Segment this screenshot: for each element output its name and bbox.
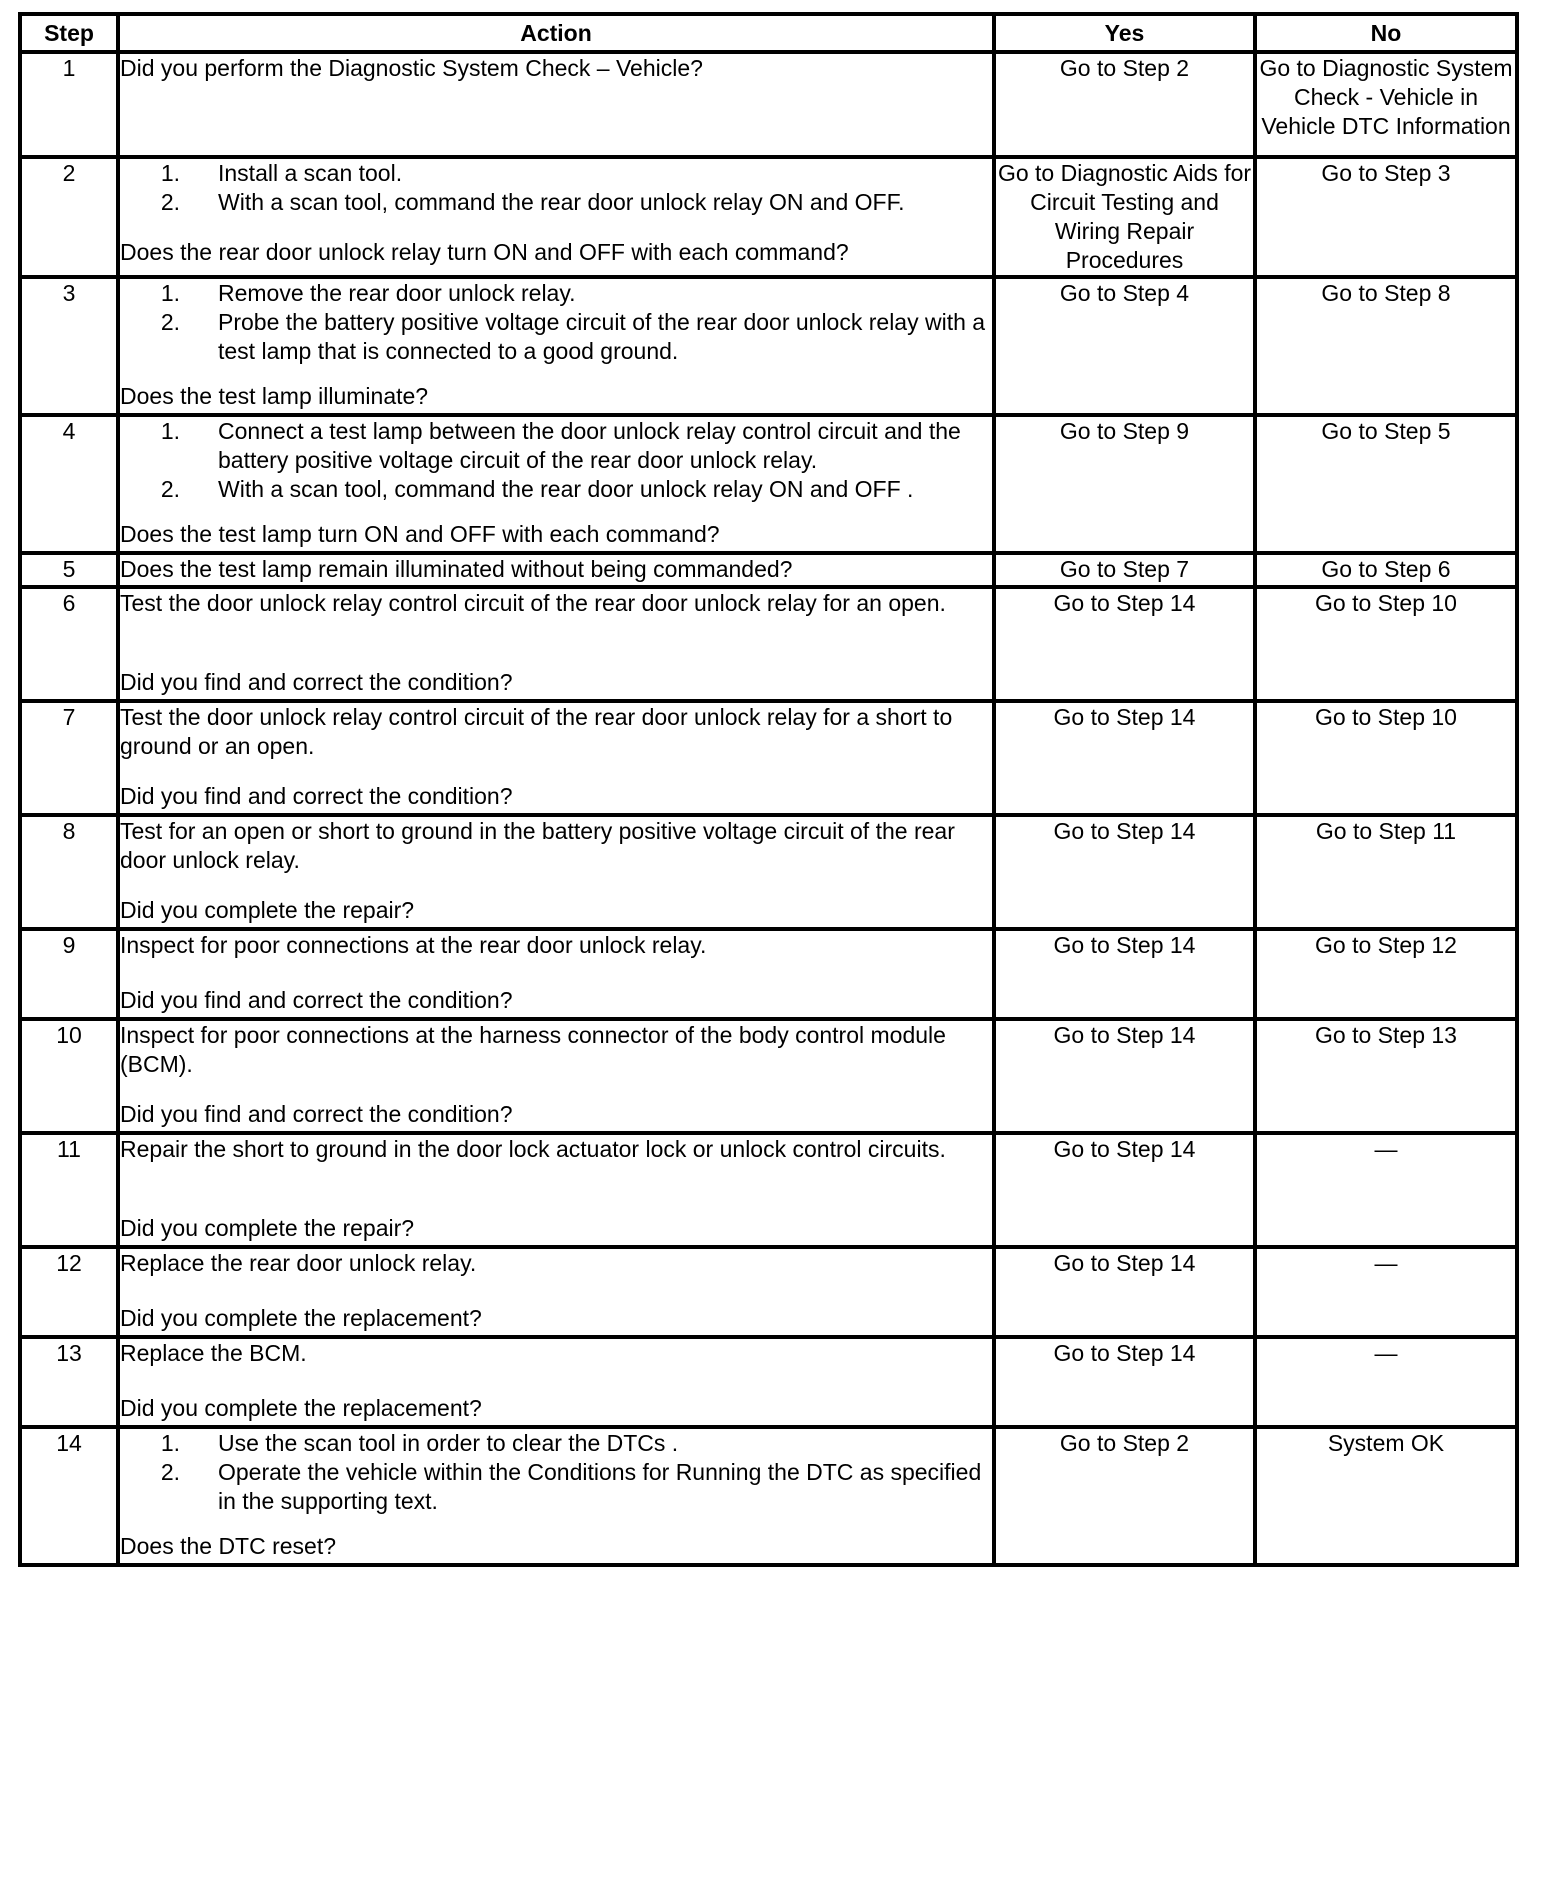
yes-result: Go to Step 14 xyxy=(994,1019,1255,1133)
yes-result: Go to Step 4 xyxy=(994,277,1255,415)
action-step-item xyxy=(120,159,992,188)
step-number: 5 xyxy=(20,553,118,587)
action-steps-list xyxy=(120,417,992,504)
action-step-item xyxy=(120,279,992,308)
action-question: Did you find and correct the condition? xyxy=(120,1101,513,1127)
action-steps-list xyxy=(120,159,992,217)
yes-result: Go to Step 14 xyxy=(994,701,1255,815)
table-row xyxy=(20,1019,1517,1133)
action-cell xyxy=(118,52,994,157)
action-cell xyxy=(118,1337,994,1427)
table-body xyxy=(20,52,1517,1565)
table-row xyxy=(20,277,1517,415)
action-step-text: With a scan tool, command the rear door unlock relay ON and OFF . xyxy=(218,476,914,502)
no-result: — xyxy=(1255,1133,1517,1247)
action-cell xyxy=(118,415,994,553)
action-cell xyxy=(118,1133,994,1247)
action-step-number: 2. xyxy=(160,309,180,335)
no-result: Go to Step 10 xyxy=(1255,701,1517,815)
table-row xyxy=(20,415,1517,553)
action-step-item xyxy=(120,1429,992,1458)
yes-result: Go to Step 14 xyxy=(994,587,1255,701)
action-question: Did you complete the replacement? xyxy=(120,1305,482,1331)
no-result: Go to Diagnostic System Check - Vehicle in Vehicle DTC Information xyxy=(1255,52,1517,157)
no-result: Go to Step 8 xyxy=(1255,277,1517,415)
action-cell xyxy=(118,701,994,815)
no-result: Go to Step 11 xyxy=(1255,815,1517,929)
step-number: 3 xyxy=(20,277,118,415)
action-step-text: Operate the vehicle within the Conditions for Running the DTC as specified in the supporting text. xyxy=(218,1459,982,1514)
action-question: Does the DTC reset? xyxy=(120,1533,337,1559)
header-row xyxy=(20,14,1517,52)
table-row xyxy=(20,701,1517,815)
no-result: Go to Step 3 xyxy=(1255,157,1517,277)
action-step-text: Remove the rear door unlock relay. xyxy=(218,280,576,306)
table-row xyxy=(20,1247,1517,1337)
no-result: Go to Step 12 xyxy=(1255,929,1517,1019)
action-step-item xyxy=(120,475,992,504)
no-result: — xyxy=(1255,1247,1517,1337)
action-step-item xyxy=(120,417,992,475)
action-text: Does the test lamp remain illuminated without being commanded? xyxy=(120,556,793,582)
action-step-item xyxy=(120,188,992,217)
table-row xyxy=(20,815,1517,929)
action-question: Did you find and correct the condition? xyxy=(120,669,513,695)
action-question: Does the test lamp illuminate? xyxy=(120,383,429,409)
action-question: Does the test lamp turn ON and OFF with each command? xyxy=(120,521,720,547)
action-step-text: Use the scan tool in order to clear the DTCs . xyxy=(218,1430,679,1456)
step-number: 12 xyxy=(20,1247,118,1337)
action-cell xyxy=(118,929,994,1019)
action-text: Test for an open or short to ground in the battery positive voltage circuit of the rear door unlock relay. xyxy=(120,818,955,873)
table-row xyxy=(20,1427,1517,1565)
action-cell xyxy=(118,1247,994,1337)
step-number: 8 xyxy=(20,815,118,929)
action-question: Does the rear door unlock relay turn ON and OFF with each command? xyxy=(120,239,849,265)
step-number: 2 xyxy=(20,157,118,277)
step-number: 10 xyxy=(20,1019,118,1133)
table-row xyxy=(20,553,1517,587)
table-row xyxy=(20,929,1517,1019)
step-number: 6 xyxy=(20,587,118,701)
yes-result: Go to Step 14 xyxy=(994,1247,1255,1337)
action-question: Did you find and correct the condition? xyxy=(120,987,513,1013)
yes-result: Go to Step 14 xyxy=(994,929,1255,1019)
diagnostic-page xyxy=(18,12,1515,1567)
action-text: Inspect for poor connections at the harness connector of the body control module (BCM). xyxy=(120,1022,946,1077)
action-question: Did you complete the repair? xyxy=(120,897,415,923)
action-cell xyxy=(118,277,994,415)
action-step-text: With a scan tool, command the rear door unlock relay ON and OFF. xyxy=(218,189,905,215)
action-step-item xyxy=(120,308,992,366)
step-number: 9 xyxy=(20,929,118,1019)
table-row xyxy=(20,587,1517,701)
action-step-text: Probe the battery positive voltage circuit of the rear door unlock relay with a test lamp that is connected to a good ground. xyxy=(218,309,986,364)
action-cell xyxy=(118,157,994,277)
action-text: Test the door unlock relay control circuit of the rear door unlock relay for a short to ground or an open. xyxy=(120,704,953,759)
action-text: Replace the BCM. xyxy=(120,1340,307,1366)
yes-result: Go to Step 2 xyxy=(994,1427,1255,1565)
action-step-number: 2. xyxy=(160,189,180,215)
no-result: Go to Step 5 xyxy=(1255,415,1517,553)
yes-result: Go to Step 7 xyxy=(994,553,1255,587)
header-yes: Yes xyxy=(994,14,1255,52)
action-text: Inspect for poor connections at the rear door unlock relay. xyxy=(120,932,707,958)
table-row xyxy=(20,157,1517,277)
step-number: 1 xyxy=(20,52,118,157)
no-result: Go to Step 6 xyxy=(1255,553,1517,587)
table-row xyxy=(20,52,1517,157)
action-cell xyxy=(118,1019,994,1133)
action-cell xyxy=(118,815,994,929)
action-step-number: 1. xyxy=(160,418,180,444)
no-result: System OK xyxy=(1255,1427,1517,1565)
yes-result: Go to Step 9 xyxy=(994,415,1255,553)
no-result: — xyxy=(1255,1337,1517,1427)
step-number: 4 xyxy=(20,415,118,553)
yes-result: Go to Step 14 xyxy=(994,1337,1255,1427)
no-result: Go to Step 10 xyxy=(1255,587,1517,701)
action-step-item xyxy=(120,1458,992,1516)
action-question: Did you complete the repair? xyxy=(120,1215,415,1241)
action-text: Repair the short to ground in the door lock actuator lock or unlock control circuits. xyxy=(120,1136,946,1162)
action-steps-list xyxy=(120,1429,992,1516)
action-question: Did you find and correct the condition? xyxy=(120,783,513,809)
action-text: Replace the rear door unlock relay. xyxy=(120,1250,477,1276)
action-step-number: 2. xyxy=(160,1459,180,1485)
action-steps-list xyxy=(120,279,992,366)
yes-result: Go to Step 14 xyxy=(994,1133,1255,1247)
step-number: 11 xyxy=(20,1133,118,1247)
action-cell xyxy=(118,553,994,587)
action-text: Test the door unlock relay control circuit of the rear door unlock relay for an open. xyxy=(120,590,946,616)
action-step-number: 1. xyxy=(160,1430,180,1456)
no-result: Go to Step 13 xyxy=(1255,1019,1517,1133)
action-cell xyxy=(118,587,994,701)
action-question: Did you complete the replacement? xyxy=(120,1395,482,1421)
table-row xyxy=(20,1337,1517,1427)
step-number: 14 xyxy=(20,1427,118,1565)
yes-result: Go to Step 14 xyxy=(994,815,1255,929)
action-step-number: 1. xyxy=(160,280,180,306)
step-number: 13 xyxy=(20,1337,118,1427)
step-number: 7 xyxy=(20,701,118,815)
action-step-text: Install a scan tool. xyxy=(218,160,403,186)
yes-result: Go to Step 2 xyxy=(994,52,1255,157)
action-cell xyxy=(118,1427,994,1565)
header-step: Step xyxy=(20,14,118,52)
action-text: Did you perform the Diagnostic System Check – Vehicle? xyxy=(120,55,703,81)
action-step-number: 1. xyxy=(160,160,180,186)
header-no: No xyxy=(1255,14,1517,52)
action-step-number: 2. xyxy=(160,476,180,502)
table-row xyxy=(20,1133,1517,1247)
action-step-text: Connect a test lamp between the door unlock relay control circuit and the battery positive voltage circuit of the rear door unlock relay. xyxy=(218,418,961,473)
yes-result: Go to Diagnostic Aids for Circuit Testing and Wiring Repair Procedures xyxy=(994,157,1255,277)
header-action: Action xyxy=(118,14,994,52)
diagnostic-table xyxy=(18,12,1519,1567)
